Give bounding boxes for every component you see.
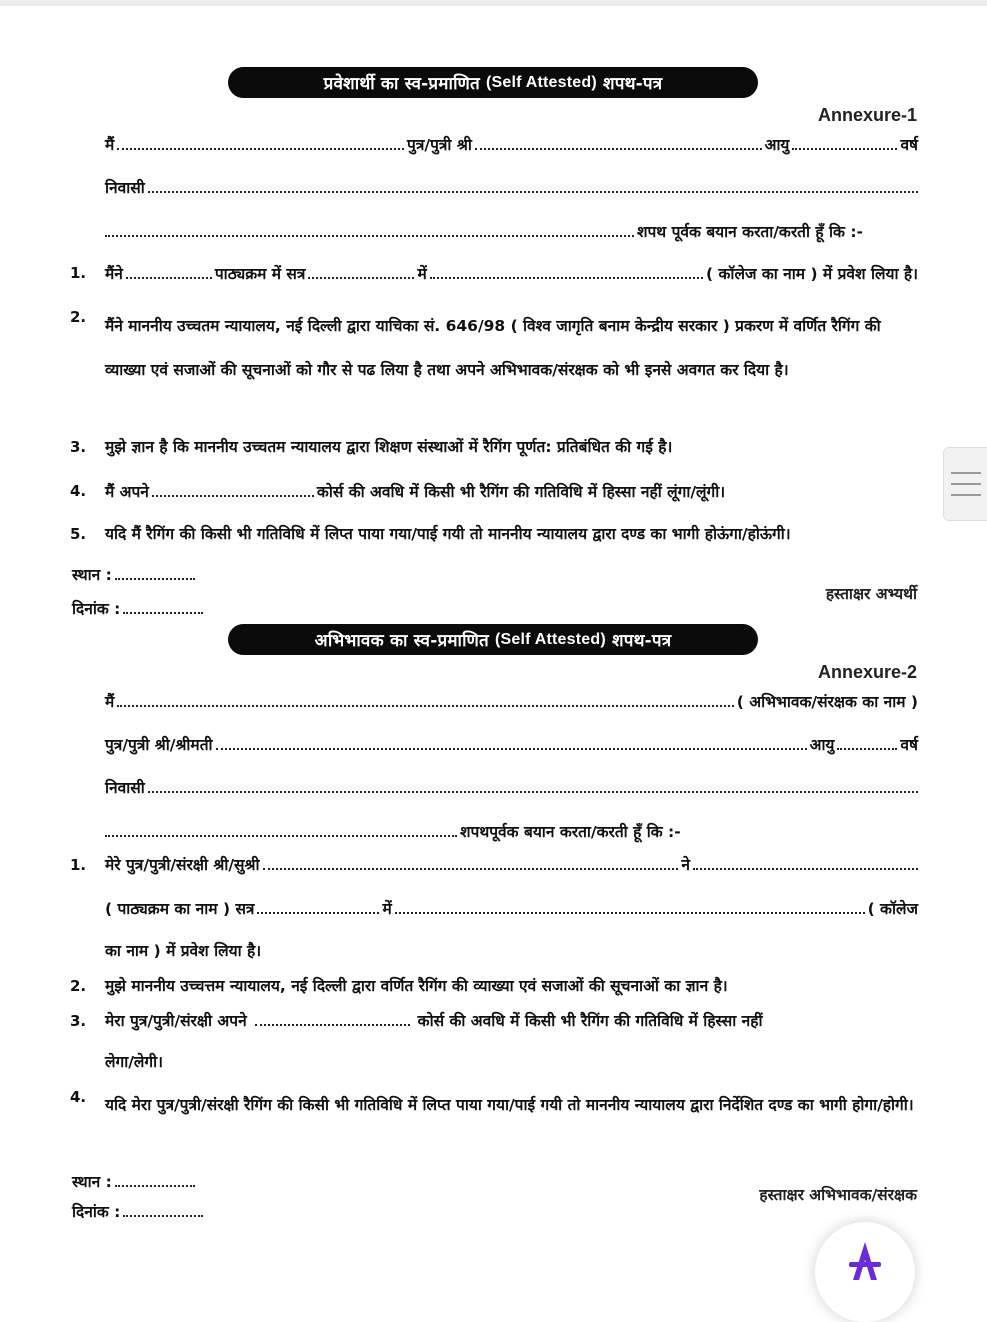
s2-line-name [105, 690, 918, 712]
s2-item1-line2 [105, 897, 918, 919]
s2-item1-number: 1. [70, 856, 87, 874]
s1-age-label: आयु [764, 136, 790, 154]
s2-item1-part5: ( कॉलेज [867, 900, 918, 918]
s2-place-field[interactable] [115, 1173, 195, 1187]
s1-line-resident [105, 176, 918, 198]
s2-item1-part2: ने [681, 856, 690, 874]
s1-signature-label: हस्ताक्षर अभ्यर्थी [825, 585, 917, 603]
s2-date-field[interactable] [123, 1203, 203, 1217]
s2-item1-part1: मेरे पुत्र/पुत्री/संरक्षी श्री/सुश्री [105, 856, 260, 874]
s2-item1-field4[interactable] [395, 900, 865, 914]
s2-age-field[interactable] [837, 736, 897, 750]
s1-item2-number: 2. [70, 308, 87, 326]
s1-age-field[interactable] [792, 136, 897, 150]
s2-resident-label: निवासी [105, 779, 145, 797]
s1-resident-field[interactable] [148, 179, 918, 193]
s1-date-field[interactable] [123, 600, 203, 614]
s2-item1-line1 [105, 853, 918, 875]
s1-resident-label: निवासी [105, 179, 145, 197]
s1-parent-field[interactable] [475, 136, 762, 150]
section1-title-hindi-b: शपथ-पत्र [602, 74, 663, 94]
s1-place-label: स्थान : [72, 566, 112, 584]
s2-item4-text: यदि मेरा पुत्र/पुत्री/संरक्षी रैगिंग की किसी भी गतिविधि में लिप्त पाया गया/पाई गयी तो माननीय न्यायालय द्वारा निर्देशित दण्ड का भागी होगा/होगी। [105, 1096, 914, 1114]
section2-title-hindi-b: शपथ-पत्र [611, 631, 672, 651]
s1-line-oath [105, 220, 918, 242]
section2-title [228, 624, 758, 655]
s1-line-name [105, 133, 918, 155]
s2-date-line [72, 1200, 372, 1222]
s2-oath-field[interactable] [105, 823, 457, 837]
section2-title-english: (Self Attested) [495, 630, 606, 648]
s1-item1-field1[interactable] [126, 265, 212, 279]
s1-child-label: पुत्र/पुत्री श्री [407, 136, 472, 154]
s2-item1-line3: का नाम ) में प्रवेश लिया है। [105, 942, 262, 960]
app-logo-icon [843, 1240, 887, 1284]
s2-date-label: दिनांक : [72, 1203, 121, 1221]
top-bar [0, 0, 987, 6]
s1-item1 [105, 262, 918, 284]
s1-item1-field2[interactable] [308, 265, 414, 279]
s1-date-line [72, 597, 372, 619]
s2-item3-field[interactable] [255, 1012, 410, 1026]
s1-item1-field3[interactable] [430, 265, 703, 279]
s1-item3-number: 3. [70, 438, 87, 456]
s2-item3-number: 3. [70, 1012, 87, 1030]
s2-item2-text: मुझे माननीय उच्चत्तम न्यायालय, नई दिल्ली द्वारा वर्णित रैगिंग की व्याख्या एवं सजाओं की सूचनाओं का ज्ञान है। [105, 977, 728, 995]
s1-item4-field[interactable] [152, 483, 314, 497]
s1-item1-part4: ( कॉलेज का नाम ) में प्रवेश लिया है। [706, 265, 918, 283]
s1-item1-part2: पाठ्यक्रम में सत्र [214, 265, 306, 283]
s1-item1-part3: में [417, 265, 427, 283]
section1-title-english: (Self Attested) [485, 73, 597, 91]
menu-lines-icon[interactable] [943, 447, 987, 521]
section1-title-hindi-a: प्रवेशार्थी का स्व-प्रमाणित [323, 74, 480, 94]
s1-item5-text: यदि मैं रैगिंग की किसी भी गतिविधि में लिप्त पाया गया/पाई गयी तो माननीय न्यायालय द्वारा दण्ड का भागी होऊंगा/होऊंगी। [105, 525, 791, 543]
s1-date-label: दिनांक : [72, 600, 121, 618]
s2-item1-field3[interactable] [257, 900, 379, 914]
s2-item1-part4: में [382, 900, 392, 918]
s2-line-child [105, 733, 918, 755]
s2-resident-field[interactable] [148, 779, 918, 793]
s2-item3-line2: लेगा/लेगी। [105, 1053, 164, 1071]
app-logo-button[interactable] [815, 1222, 915, 1322]
s2-item1-field1[interactable] [263, 856, 679, 870]
s1-item4-part2: कोर्स की अवधि में किसी भी रैगिंग की गतिविधि में हिस्सा नहीं लूंगा/लूंगी। [316, 483, 726, 501]
s1-main-label: मैं [105, 136, 115, 154]
s2-item1-part3: ( पाठ्यक्रम का नाम ) सत्र [105, 900, 255, 918]
s1-year-label: वर्ष [900, 136, 919, 154]
s2-place-line [72, 1170, 372, 1192]
s1-oath-label: शपथ पूर्वक बयान करता/करती हूँ कि :- [636, 223, 863, 241]
s2-item3-line1 [105, 1009, 918, 1031]
s2-line-resident [105, 776, 918, 798]
s2-child-label: पुत्र/पुत्री श्री/श्रीमती [105, 736, 213, 754]
s2-main-label: मैं [105, 693, 115, 711]
s2-signature-label: हस्ताक्षर अभिभावक/संरक्षक [759, 1186, 917, 1204]
s1-item2-text: मैंने माननीय उच्चतम न्यायालय, नई दिल्ली द्वारा याचिका सं. 646/98 ( विश्व जागृति बनाम केन्द्रीय सरकार ) प्रकरण में वर्णित रैगिंग की व्याख्या एवं सजाओं की सूचनाओं को गौर से पढ लिया है तथा अपने अभिभावक/संरक्षक को भी इनसे अवगत कर दिया है। [105, 317, 881, 379]
s2-name-field[interactable] [117, 693, 733, 707]
s2-item1-field2[interactable] [693, 856, 918, 870]
s1-place-field[interactable] [115, 566, 195, 580]
s2-guardian-label: ( अभिभावक/संरक्षक का नाम ) [736, 693, 918, 711]
s2-item4-number: 4. [70, 1088, 87, 1106]
s1-name-field[interactable] [117, 136, 404, 150]
s2-place-label: स्थान : [72, 1173, 112, 1191]
s1-item4 [105, 480, 918, 502]
s1-item4-part1: मैं अपने [105, 483, 149, 501]
s2-child-field[interactable] [216, 736, 807, 750]
s2-year-label: वर्ष [900, 736, 918, 754]
s1-place-line [72, 563, 372, 585]
annexure-1-label: Annexure-1 [817, 105, 917, 125]
s2-oath-label: शपथपूर्वक बयान करता/करती हूँ कि :- [460, 823, 681, 841]
s1-item1-number: 1. [70, 264, 87, 282]
section1-title [228, 67, 758, 98]
s2-item3-part2: कोर्स की अवधि में किसी भी रैगिंग की गतिविधि में हिस्सा नहीं [417, 1012, 763, 1030]
s1-item5-number: 5. [70, 525, 87, 543]
section2-title-hindi-a: अभिभावक का स्व-प्रमाणित [314, 631, 489, 651]
s2-line-oath [105, 820, 918, 842]
s1-oath-field[interactable] [105, 223, 634, 237]
s2-age-label: आयु [809, 736, 835, 754]
s1-item4-number: 4. [70, 482, 87, 500]
s2-item2-number: 2. [70, 977, 87, 995]
s2-item3-part1: मेरा पुत्र/पुत्री/संरक्षी अपने [105, 1012, 247, 1030]
annexure-2-label: Annexure-2 [817, 662, 917, 682]
s1-item3-text: मुझे ज्ञान है कि माननीय उच्चतम न्यायालय द्वारा शिक्षण संस्थाओं में रैगिंग पूर्णत: प्रतिबंधित की गई है। [105, 438, 673, 456]
s1-item1-part1: मैंने [105, 265, 123, 283]
